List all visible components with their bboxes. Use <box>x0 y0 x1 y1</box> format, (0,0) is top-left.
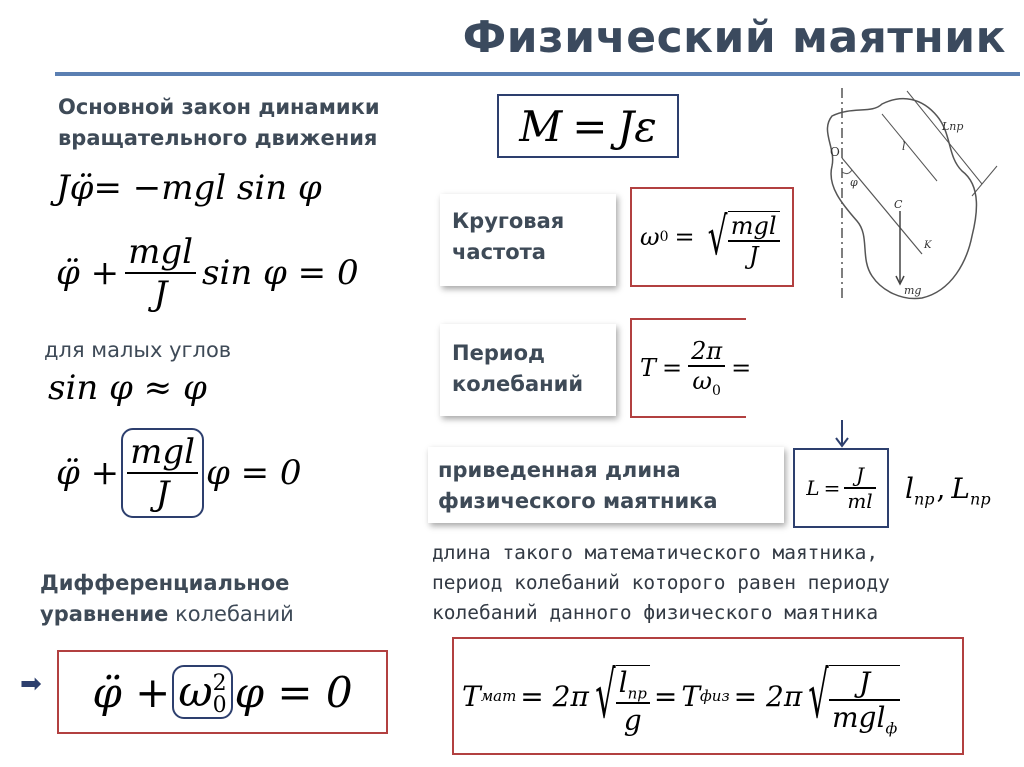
label-phi: φ <box>850 176 858 189</box>
omega0-sub: 0 <box>659 229 669 245</box>
equation-2 <box>56 232 359 314</box>
reduced-length-formula <box>793 448 889 528</box>
omega0-den: J <box>728 240 780 270</box>
bottom-den2-mgl: mgl <box>832 700 886 734</box>
sqrt-icon-2: √ <box>808 659 829 733</box>
eq3-rest: φ = 0 <box>206 453 302 493</box>
description-line-3: колебаний данного физического маятника <box>432 601 879 624</box>
reduced-L: L <box>806 476 820 500</box>
small-angle-approx: sin φ ≈ φ <box>48 368 207 408</box>
eq3-den: J <box>127 472 198 514</box>
diff-label <box>40 568 294 630</box>
label-K: K <box>924 240 932 251</box>
reduced-num: J <box>856 463 865 487</box>
period-label-line2: колебаний <box>452 372 584 396</box>
law-formula-box <box>497 94 679 158</box>
bottom-T1: T <box>462 679 481 713</box>
circular-frequency-line1: Круговая <box>452 209 565 233</box>
bottom-num1-sub: пр <box>627 684 647 703</box>
final-eq-sup: 2 <box>212 670 227 696</box>
notation-L-sub: пр <box>970 489 991 509</box>
bottom-fraction-1 <box>616 665 650 738</box>
title-divider <box>55 72 1020 76</box>
notation <box>905 472 991 509</box>
bottom-T2: T <box>681 679 701 713</box>
label-Lpr: Lпр <box>942 120 964 133</box>
notation-comma: , <box>936 472 946 505</box>
eq1-lhs: Jφ̈ <box>56 168 94 208</box>
notation-L: L <box>951 472 971 505</box>
eq2-fraction <box>125 232 196 314</box>
circular-frequency-line2: частота <box>452 240 546 264</box>
period-label <box>440 324 616 416</box>
eq2-den: J <box>125 272 196 314</box>
period-den-sub: 0 <box>711 382 721 399</box>
final-equation-box <box>57 650 388 734</box>
bottom-fraction-2 <box>829 665 900 738</box>
omega0-eq: = <box>674 223 695 251</box>
bottom-T1-sub: мат <box>480 687 517 705</box>
circular-frequency-formula <box>630 187 794 287</box>
final-eq-rest: φ = 0 <box>234 667 353 717</box>
eq2-num: mgl <box>128 232 193 272</box>
eq2-phi: φ̈ + <box>56 253 120 293</box>
law-label-line1: Основной закон динамики <box>58 95 380 119</box>
arrow-down-icon <box>832 418 852 450</box>
law-formula-eq: = <box>572 101 608 151</box>
law-label <box>58 92 380 154</box>
label-l: l <box>902 140 906 153</box>
law-label-line2: вращательного движения <box>58 126 378 150</box>
omega0-num: mgl <box>730 211 777 240</box>
phi-arc <box>842 170 852 174</box>
label-mg: mg <box>904 284 922 297</box>
notation-l: l <box>905 472 914 505</box>
description <box>432 538 890 628</box>
eq3-highlight <box>121 428 204 518</box>
period-den-omega: ω <box>692 367 712 396</box>
bottom-num1 <box>616 666 650 703</box>
bottom-eq3: = 2π <box>733 679 803 713</box>
label-O: O <box>830 145 840 159</box>
diff-label-bold: уравнение <box>40 602 169 626</box>
law-formula-rhs: Jε <box>617 101 657 151</box>
bottom-den2-sub: ф <box>885 719 898 738</box>
bottom-den2 <box>829 699 900 738</box>
bottom-T2-sub: физ <box>700 687 730 705</box>
eq2-rest: sin φ = 0 <box>202 253 359 293</box>
period-T: T <box>640 354 657 382</box>
bottom-den1: g <box>616 702 650 737</box>
bottom-num1-l: l <box>618 665 628 699</box>
period-tail: = <box>731 354 752 382</box>
description-line-1: длина такого математического маятника, <box>432 541 879 564</box>
notation-l-sub: пр <box>913 489 935 509</box>
reduced-fraction <box>844 463 875 513</box>
period-num: 2π <box>691 337 723 366</box>
reduced-length-label <box>428 447 784 523</box>
bottom-eq1: = 2π <box>520 679 589 713</box>
label-C: C <box>894 198 903 211</box>
omega0-fraction <box>728 211 780 270</box>
sqrt-icon-1: √ <box>595 659 616 733</box>
final-eq-phi: φ̈ + <box>92 667 171 717</box>
description-line-2: период колебаний которого равен периоду <box>432 571 890 594</box>
lpr-tick <box>972 166 997 196</box>
period-den <box>688 365 725 399</box>
reduced-den: ml <box>844 487 875 513</box>
bottom-eq2: = <box>653 679 678 713</box>
eq3-phi: φ̈ + <box>56 453 120 493</box>
diff-label-normal: колебаний <box>168 602 294 626</box>
equation-3 <box>56 428 302 518</box>
final-eq-sub: 0 <box>212 692 227 718</box>
page-title: Физический маятник <box>462 12 1006 63</box>
l-dimension <box>882 114 937 181</box>
equation-1 <box>56 168 322 208</box>
bottom-formula-box <box>452 637 964 755</box>
reduced-length-line2: физического маятника <box>438 489 718 513</box>
period-formula <box>630 318 752 418</box>
law-formula-lhs: M <box>519 101 563 151</box>
omega0-symbol: ω <box>640 223 660 251</box>
eq3-num: mgl <box>130 432 195 472</box>
small-angles-label: для малых углов <box>44 338 232 362</box>
lpr-dimension <box>907 91 982 184</box>
final-eq-omega-highlight <box>172 665 232 719</box>
arrow-right-icon: ➡ <box>20 669 42 699</box>
reduced-eq: = <box>823 476 841 500</box>
pivot-line <box>842 158 922 254</box>
sqrt-icon: √ <box>707 207 728 267</box>
final-eq-omega: ω <box>178 667 213 717</box>
diff-label-line1: Дифференциальное <box>40 571 290 595</box>
eq1-rhs: = −mgl sin φ <box>93 168 322 208</box>
circular-frequency-label <box>440 194 616 286</box>
eq3-fraction <box>127 432 198 514</box>
period-eq: = <box>662 354 683 382</box>
period-label-line1: Период <box>452 341 545 365</box>
bottom-num2: J <box>858 665 871 699</box>
period-fraction <box>688 337 725 399</box>
reduced-length-line1: приведенная длина <box>438 458 681 482</box>
pendulum-diagram <box>812 86 1012 302</box>
